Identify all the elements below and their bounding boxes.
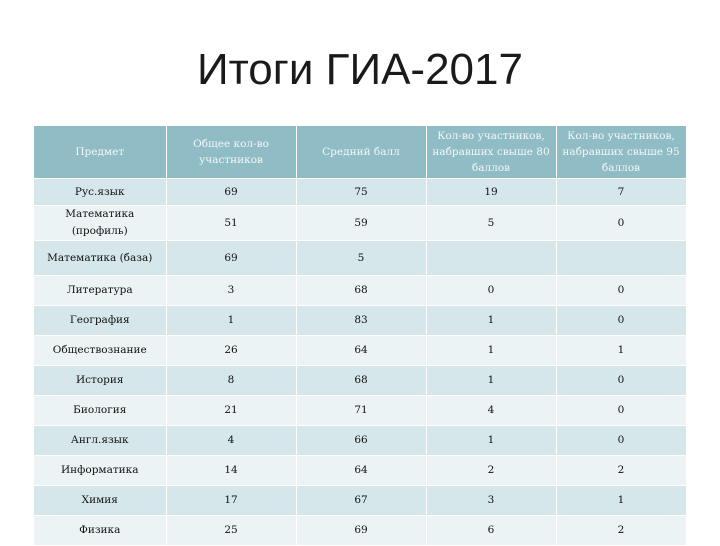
header-above-95: Кол-во участников, набравших свыше 95 баллов bbox=[556, 126, 686, 179]
above-80-cell: 3 bbox=[426, 486, 556, 516]
above-80-cell: 5 bbox=[426, 206, 556, 241]
average-cell: 64 bbox=[296, 456, 426, 486]
average-cell: 68 bbox=[296, 366, 426, 396]
table-row bbox=[34, 426, 686, 456]
header-average-score: Средний балл bbox=[296, 126, 426, 179]
average-cell: 69 bbox=[296, 516, 426, 546]
average-cell: 66 bbox=[296, 426, 426, 456]
above-80-cell bbox=[426, 241, 556, 276]
above-95-cell: 7 bbox=[556, 179, 686, 206]
subject-cell: Биология bbox=[34, 396, 166, 426]
above-95-cell: 0 bbox=[556, 276, 686, 306]
subject-cell: Информатика bbox=[34, 456, 166, 486]
above-80-cell: 4 bbox=[426, 396, 556, 426]
above-95-cell: 2 bbox=[556, 456, 686, 486]
total-cell: 26 bbox=[166, 336, 296, 366]
table-row bbox=[34, 366, 686, 396]
results-table bbox=[34, 126, 687, 546]
header-total-participants: Общее кол-во участников bbox=[166, 126, 296, 179]
above-95-cell bbox=[556, 241, 686, 276]
total-cell: 1 bbox=[166, 306, 296, 336]
subject-cell: Рус.язык bbox=[34, 179, 166, 206]
table-row bbox=[34, 396, 686, 426]
table-row bbox=[34, 276, 686, 306]
above-95-cell: 0 bbox=[556, 426, 686, 456]
above-80-cell: 1 bbox=[426, 366, 556, 396]
subject-cell: Математика (база) bbox=[34, 241, 166, 276]
table-row bbox=[34, 486, 686, 516]
subject-cell: Англ.язык bbox=[34, 426, 166, 456]
table-row bbox=[34, 336, 686, 366]
above-95-cell: 0 bbox=[556, 206, 686, 241]
subject-cell: Химия bbox=[34, 486, 166, 516]
above-95-cell: 2 bbox=[556, 516, 686, 546]
subject-cell: География bbox=[34, 306, 166, 336]
total-cell: 3 bbox=[166, 276, 296, 306]
total-cell: 8 bbox=[166, 366, 296, 396]
table-row bbox=[34, 179, 686, 206]
total-cell: 14 bbox=[166, 456, 296, 486]
total-cell: 69 bbox=[166, 241, 296, 276]
average-cell: 64 bbox=[296, 336, 426, 366]
header-above-80: Кол-во участников, набравших свыше 80 баллов bbox=[426, 126, 556, 179]
table-row bbox=[34, 456, 686, 486]
subject-cell: Обществознание bbox=[34, 336, 166, 366]
above-80-cell: 2 bbox=[426, 456, 556, 486]
above-80-cell: 6 bbox=[426, 516, 556, 546]
above-95-cell: 1 bbox=[556, 336, 686, 366]
above-80-cell: 1 bbox=[426, 306, 556, 336]
subject-cell: Литература bbox=[34, 276, 166, 306]
above-80-cell: 1 bbox=[426, 426, 556, 456]
header-subject: Предмет bbox=[34, 126, 166, 179]
above-95-cell: 0 bbox=[556, 306, 686, 336]
total-cell: 51 bbox=[166, 206, 296, 241]
above-95-cell: 0 bbox=[556, 396, 686, 426]
slide-title: Итоги ГИА-2017 bbox=[197, 45, 523, 94]
total-cell: 25 bbox=[166, 516, 296, 546]
average-cell: 71 bbox=[296, 396, 426, 426]
table-row bbox=[34, 516, 686, 546]
subject-cell: Физика bbox=[34, 516, 166, 546]
average-cell: 83 bbox=[296, 306, 426, 336]
above-80-cell: 1 bbox=[426, 336, 556, 366]
subject-cell: Математика (профиль) bbox=[34, 206, 166, 241]
average-cell: 68 bbox=[296, 276, 426, 306]
subject-cell: История bbox=[34, 366, 166, 396]
table-row bbox=[34, 306, 686, 336]
table-row bbox=[34, 241, 686, 276]
above-80-cell: 0 bbox=[426, 276, 556, 306]
average-cell: 59 bbox=[296, 206, 426, 241]
header-row bbox=[34, 126, 686, 179]
average-cell: 75 bbox=[296, 179, 426, 206]
table-row bbox=[34, 206, 686, 241]
above-95-cell: 0 bbox=[556, 366, 686, 396]
average-cell: 67 bbox=[296, 486, 426, 516]
total-cell: 21 bbox=[166, 396, 296, 426]
total-cell: 4 bbox=[166, 426, 296, 456]
above-95-cell: 1 bbox=[556, 486, 686, 516]
total-cell: 17 bbox=[166, 486, 296, 516]
above-80-cell: 19 bbox=[426, 179, 556, 206]
average-cell: 5 bbox=[296, 241, 426, 276]
total-cell: 69 bbox=[166, 179, 296, 206]
